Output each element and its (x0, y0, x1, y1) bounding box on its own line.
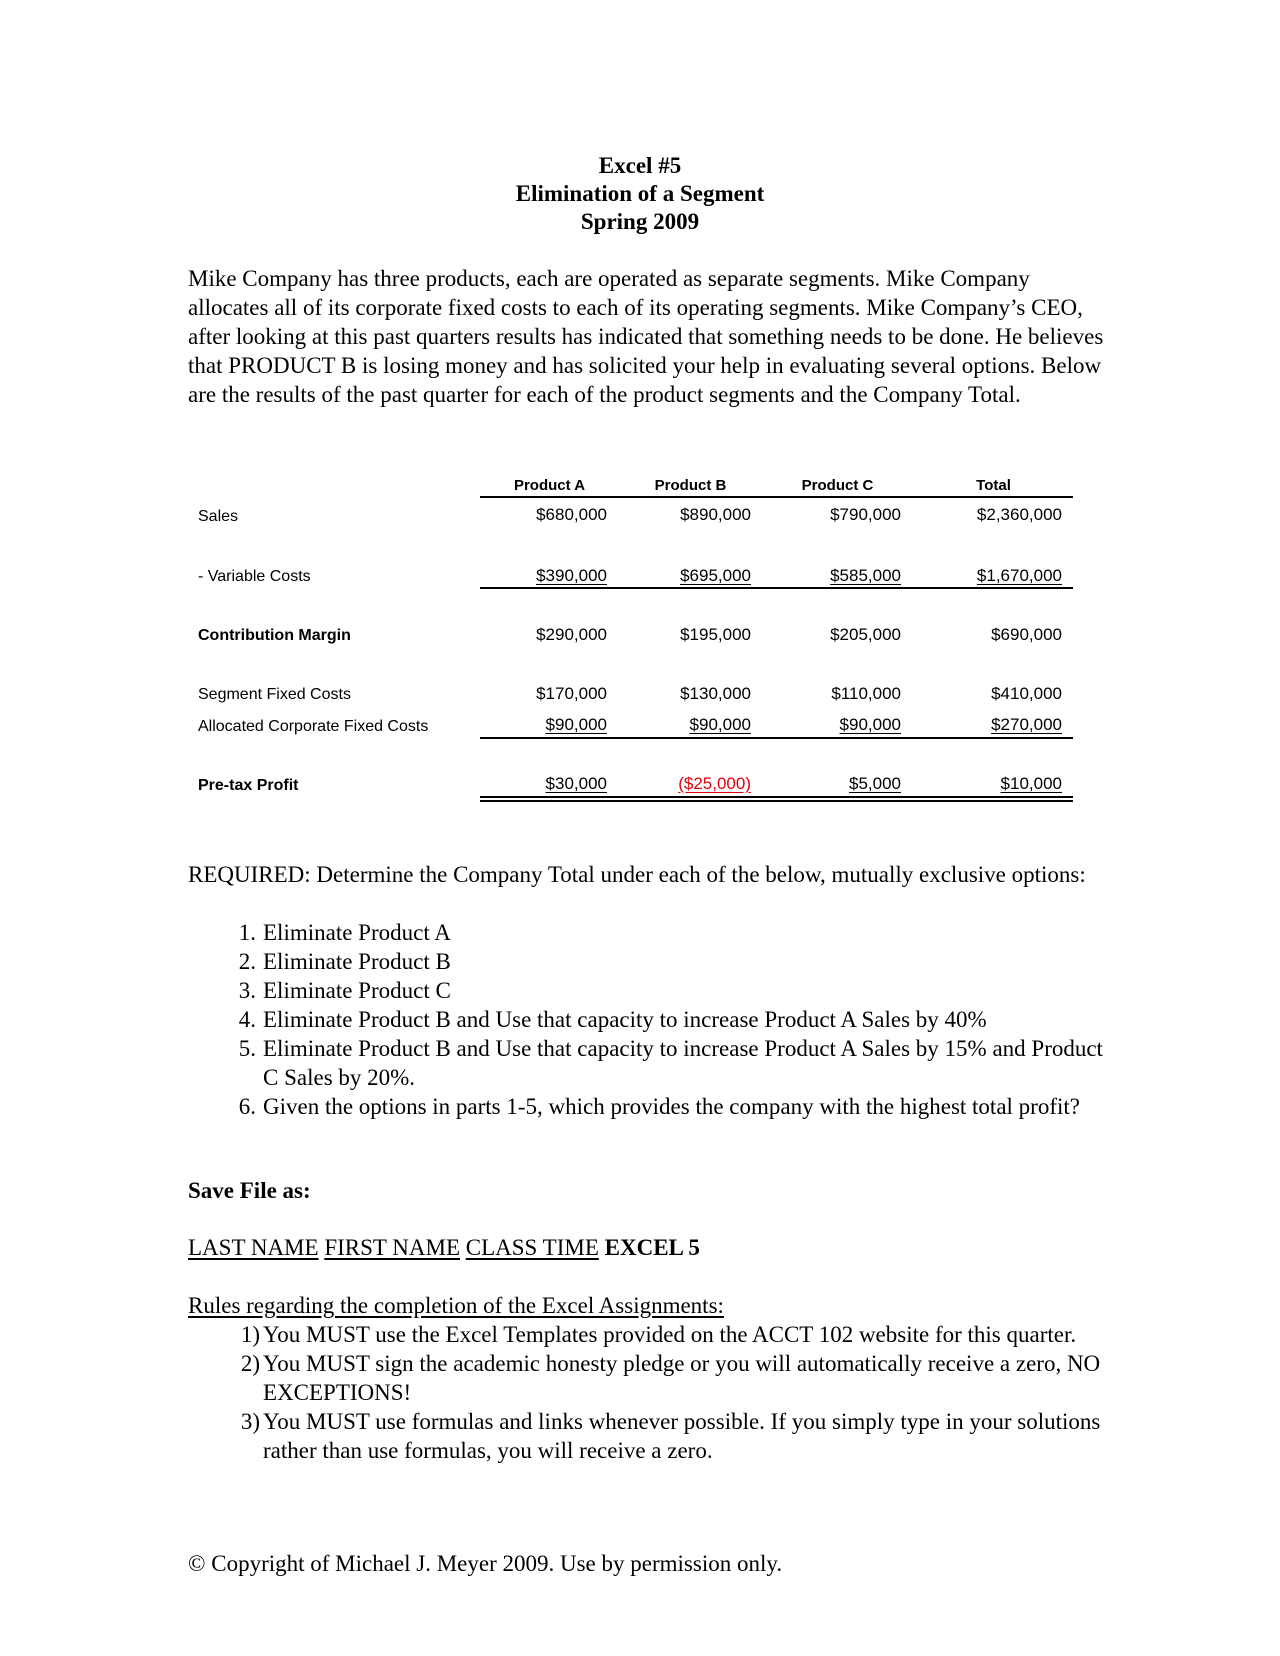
filename-first-name: FIRST NAME (324, 1235, 460, 1260)
cell-acfc-b: $90,000 (689, 715, 751, 734)
list-number: 3. (238, 978, 256, 1003)
cell-cm-a: $290,000 (536, 625, 607, 644)
list-item (226, 1034, 1106, 1092)
profit-double-rule-bottom (480, 800, 1073, 802)
list-text: You MUST use the Excel Templates provided on the ACCT 102 website for this quarter. (263, 1322, 1077, 1347)
rules-heading-text: Rules regarding the completion of the Excel Assignments: (188, 1293, 724, 1318)
list-number: 1. (238, 920, 256, 945)
list-item (226, 1005, 1106, 1034)
filename-excel: EXCEL 5 (604, 1235, 700, 1260)
list-item (226, 1320, 1106, 1349)
fixed-costs-rule (480, 737, 1073, 739)
list-number: 4. (238, 1007, 256, 1032)
cell-cm-total: $690,000 (991, 625, 1062, 644)
list-item (226, 1349, 1106, 1407)
cell-varcost-total: $1,670,000 (976, 566, 1062, 585)
required-text: REQUIRED: Determine the Company Total under each of the below, mutually exclusive options: (188, 862, 1086, 887)
cell-acfc-c: $90,000 (839, 715, 901, 734)
cell-profit-b: ($25,000) (678, 774, 751, 793)
copyright-notice: © Copyright of Michael J. Meyer 2009. Use by permission only. (188, 1551, 783, 1576)
list-item (226, 976, 1106, 1005)
row-label-segment-fixed-costs: Segment Fixed Costs (198, 686, 351, 703)
col-header-product-c: Product C (801, 477, 874, 494)
cell-sales-b: $890,000 (680, 505, 751, 524)
required-list (226, 918, 1106, 1121)
cell-sales-c: $790,000 (830, 505, 901, 524)
col-header-total: Total (976, 477, 1011, 494)
cell-cm-c: $205,000 (830, 625, 901, 644)
doc-title-line1: Excel #5 (598, 153, 682, 178)
cell-sales-a: $680,000 (536, 505, 607, 524)
cell-profit-a: $30,000 (545, 774, 607, 793)
save-heading: Save File as: (188, 1178, 311, 1203)
list-text: You MUST use formulas and links whenever possible. If you simply type in your solutions rather than use formulas, you will receive a zero. (263, 1409, 1101, 1463)
rules-heading (188, 1291, 1108, 1320)
list-number: 5. (238, 1036, 256, 1061)
cell-sfc-b: $130,000 (680, 684, 751, 703)
list-text: Eliminate Product B (263, 949, 451, 974)
list-text: Given the options in parts 1-5, which provides the company with the highest total profit? (263, 1094, 1080, 1119)
rules-list (226, 1320, 1106, 1465)
doc-title-line3: Spring 2009 (580, 209, 700, 234)
list-item (226, 1092, 1106, 1121)
list-item (226, 947, 1106, 976)
list-number: 2) (240, 1351, 260, 1376)
row-label-pretax-profit: Pre-tax Profit (198, 777, 299, 794)
cell-cm-b: $195,000 (680, 625, 751, 644)
col-header-product-b: Product B (654, 477, 727, 494)
cell-profit-total: $10,000 (1000, 774, 1062, 793)
list-number: 6. (238, 1094, 256, 1119)
filename-class-time: CLASS TIME (465, 1235, 599, 1260)
cell-sfc-a: $170,000 (536, 684, 607, 703)
list-text: Eliminate Product B and Use that capacity to increase Product A Sales by 15% and Product C Sales by 20%. (263, 1036, 1103, 1090)
cell-sfc-total: $410,000 (991, 684, 1062, 703)
cell-varcost-c: $585,000 (830, 566, 901, 585)
list-item (226, 1407, 1106, 1465)
cell-acfc-a: $90,000 (545, 715, 607, 734)
header-rule (480, 496, 1073, 498)
list-text: You MUST sign the academic honesty pledge or you will automatically receive a zero, NO EXCEPTIONS! (263, 1351, 1101, 1405)
list-number: 3) (240, 1409, 260, 1434)
filename-last-name: LAST NAME (188, 1235, 319, 1260)
list-number: 2. (238, 949, 256, 974)
list-text: Eliminate Product B and Use that capacity to increase Product A Sales by 40% (263, 1007, 987, 1032)
list-text: Eliminate Product C (263, 978, 451, 1003)
cell-varcost-a: $390,000 (536, 566, 607, 585)
row-label-allocated-fixed-costs: Allocated Corporate Fixed Costs (198, 718, 429, 735)
cell-acfc-total: $270,000 (991, 715, 1062, 734)
row-label-sales: Sales (198, 508, 239, 525)
cell-profit-c: $5,000 (849, 774, 901, 793)
cell-varcost-b: $695,000 (680, 566, 751, 585)
cell-sfc-c: $110,000 (831, 684, 901, 703)
variable-costs-rule (480, 587, 1073, 589)
save-filename (188, 1233, 1108, 1262)
profit-double-rule-top (480, 796, 1073, 798)
cell-sales-total: $2,360,000 (976, 505, 1062, 524)
list-text: Eliminate Product A (263, 920, 451, 945)
intro-paragraph: Mike Company has three products, each are operated as separate segments. Mike Company allocates all of its corporate fixed costs to each of its operating segments. Mike Company’s CEO, after looking at this past quarters results has indicated that something needs to be done. He believes that PRODUCT B is losing money and has solicited your help in evaluating several options. Below are the results of the past quarter for each of the product segments and the Company Total. (188, 266, 1104, 407)
list-item (226, 918, 1106, 947)
list-number: 1) (240, 1322, 260, 1347)
row-label-contribution-margin: Contribution Margin (198, 627, 351, 644)
col-header-product-a: Product A (513, 477, 586, 494)
doc-title-line2: Elimination of a Segment (515, 181, 765, 206)
row-label-variable-costs: - Variable Costs (198, 568, 311, 585)
